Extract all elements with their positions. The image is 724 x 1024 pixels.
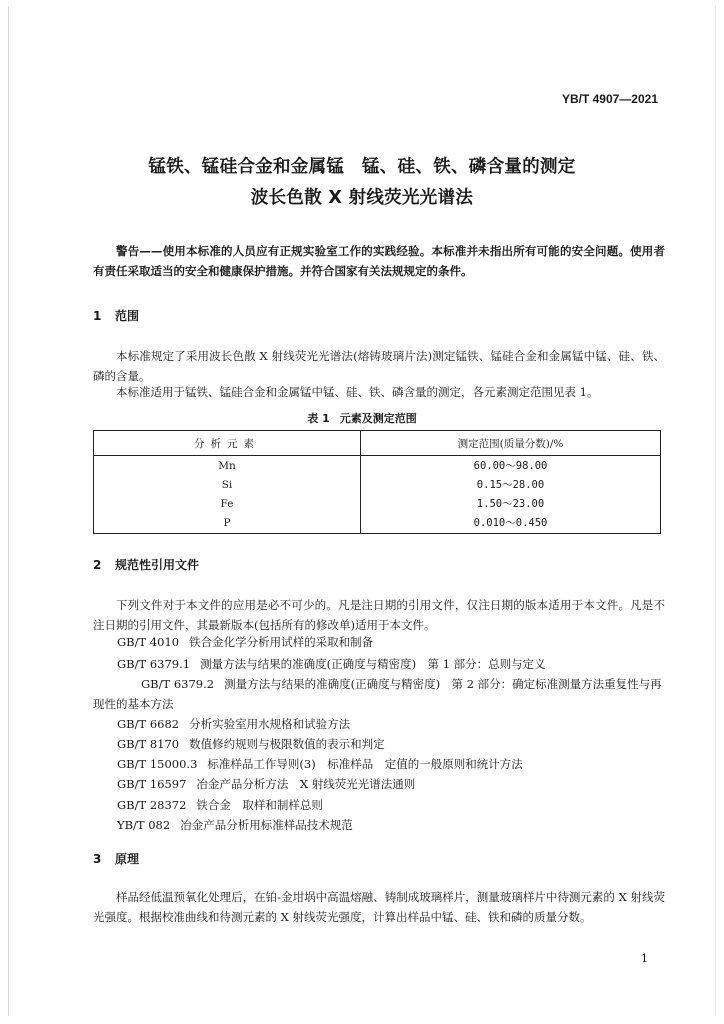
- reference-item: [117, 795, 665, 815]
- section2-number: 2: [93, 558, 102, 572]
- table-cell-element: Mn: [94, 456, 361, 476]
- reference-item: [117, 632, 665, 652]
- page-number: 1: [641, 952, 648, 965]
- table-cell-element: Si: [94, 475, 361, 494]
- reference-item: [117, 815, 665, 835]
- section2-title: 规范性引用文件: [115, 558, 200, 572]
- section3-number: 3: [93, 852, 102, 866]
- reference-title: 分析实验室用水规格和试验方法: [189, 717, 351, 731]
- section1-paragraph1: 本标准规定了采用波长色散 X 射线荧光光谱法(熔铸玻璃片法)测定锰铁、锰硅合金和金属锰中锰、硅、铁、磷的含量。: [93, 349, 665, 383]
- reference-item: [117, 714, 665, 734]
- reference-code: GB/T 15000.3: [117, 757, 198, 771]
- table-cell-range: 1.50～23.00: [361, 494, 661, 513]
- section2-intro: 下列文件对于本文件的应用是必不可少的。凡是注日期的引用文件，仅注日期的版本适用于本文件。凡是不注日期的引用文件，其最新版本(包括所有的修改单)适用于本文件。: [93, 598, 665, 632]
- reference-item: [117, 654, 665, 674]
- reference-title: 冶金产品分析方法 X 射线荧光光谱法通则: [196, 777, 416, 791]
- reference-code: GB/T 8170: [117, 737, 180, 751]
- section2-heading: [93, 556, 199, 573]
- section1-title: 范围: [115, 309, 140, 323]
- table-row: [94, 513, 661, 534]
- table1-title: 元素及测定范围: [339, 412, 417, 425]
- column-header-range: 测定范围(质量分数)/%: [361, 431, 661, 456]
- reference-code: YB/T 082: [117, 818, 171, 832]
- section1-number: 1: [93, 309, 102, 323]
- reference-item: [117, 734, 665, 754]
- table-cell-element: Fe: [94, 494, 361, 513]
- table-cell-range: 0.010～0.450: [361, 513, 661, 534]
- reference-item: [93, 674, 665, 714]
- document-title-line1: 锰铁、锰硅合金和金属锰 锰、硅、铁、磷含量的测定: [148, 157, 576, 177]
- table1-caption: [0, 410, 724, 426]
- column-header-element: 分析元素: [94, 431, 361, 456]
- table-header-row: [94, 431, 661, 456]
- section3-paragraph: 样品经低温预氧化处理后，在铂-金坩埚中高温熔融、铸制成玻璃样片，测量玻璃样片中待测元素的 X 射线荧光强度。根据校准曲线和待测元素的 X 射线荧光强度，计算出样品中锰、硅、铁和磷的质量分数。: [93, 890, 665, 924]
- table-cell-range: 60.00～98.00: [361, 456, 661, 476]
- reference-item: [117, 754, 665, 774]
- reference-code: GB/T 28372: [117, 798, 187, 812]
- document-title-line2: 波长色散 X 射线荧光光谱法: [250, 188, 474, 208]
- section1-heading: [93, 307, 139, 324]
- standard-code: YB/T 4907—2021: [561, 92, 658, 106]
- table1-number: 表 1: [307, 412, 330, 425]
- reference-title: 铁合金化学分析用试样的采取和制备: [189, 635, 374, 649]
- table-cell-element: P: [94, 513, 361, 534]
- reference-item: [117, 774, 665, 794]
- reference-title: 铁合金 取样和制样总则: [196, 798, 323, 812]
- reference-title: 冶金产品分析用标准样品技术规范: [180, 818, 353, 832]
- reference-title: 测量方法与结果的准确度(正确度与精密度) 第 2 部分：确定标准测量方法重复性与再现性的基本方法: [93, 677, 662, 711]
- reference-code: GB/T 6682: [117, 717, 180, 731]
- table-row: [94, 456, 661, 476]
- reference-title: 测量方法与结果的准确度(正确度与精密度) 第 1 部分：总则与定义: [200, 657, 546, 671]
- safety-warning: 警告——使用本标准的人员应有正规实验室工作的实践经验。本标准并未指出所有可能的安全问题。使用者有责任采取适当的安全和健康保护措施。并符合国家有关法规规定的条件。: [93, 244, 665, 278]
- section3-heading: [93, 850, 139, 867]
- reference-code: GB/T 16597: [117, 777, 187, 791]
- table-row: [94, 494, 661, 513]
- reference-title: 数值修约规则与极限数值的表示和判定: [189, 737, 385, 751]
- section3-title: 原理: [115, 852, 140, 866]
- table-row: [94, 475, 661, 494]
- reference-code: GB/T 6379.2: [141, 677, 215, 691]
- element-range-table: [93, 430, 661, 534]
- section1-paragraph2: 本标准适用于锰铁、锰硅合金和金属锰中锰、硅、铁、磷含量的测定，各元素测定范围见表 1。: [116, 385, 599, 399]
- table-cell-range: 0.15～28.00: [361, 475, 661, 494]
- reference-code: GB/T 6379.1: [117, 657, 191, 671]
- reference-title: 标准样品工作导则(3) 标准样品 定值的一般原则和统计方法: [207, 757, 523, 771]
- reference-code: GB/T 4010: [117, 635, 180, 649]
